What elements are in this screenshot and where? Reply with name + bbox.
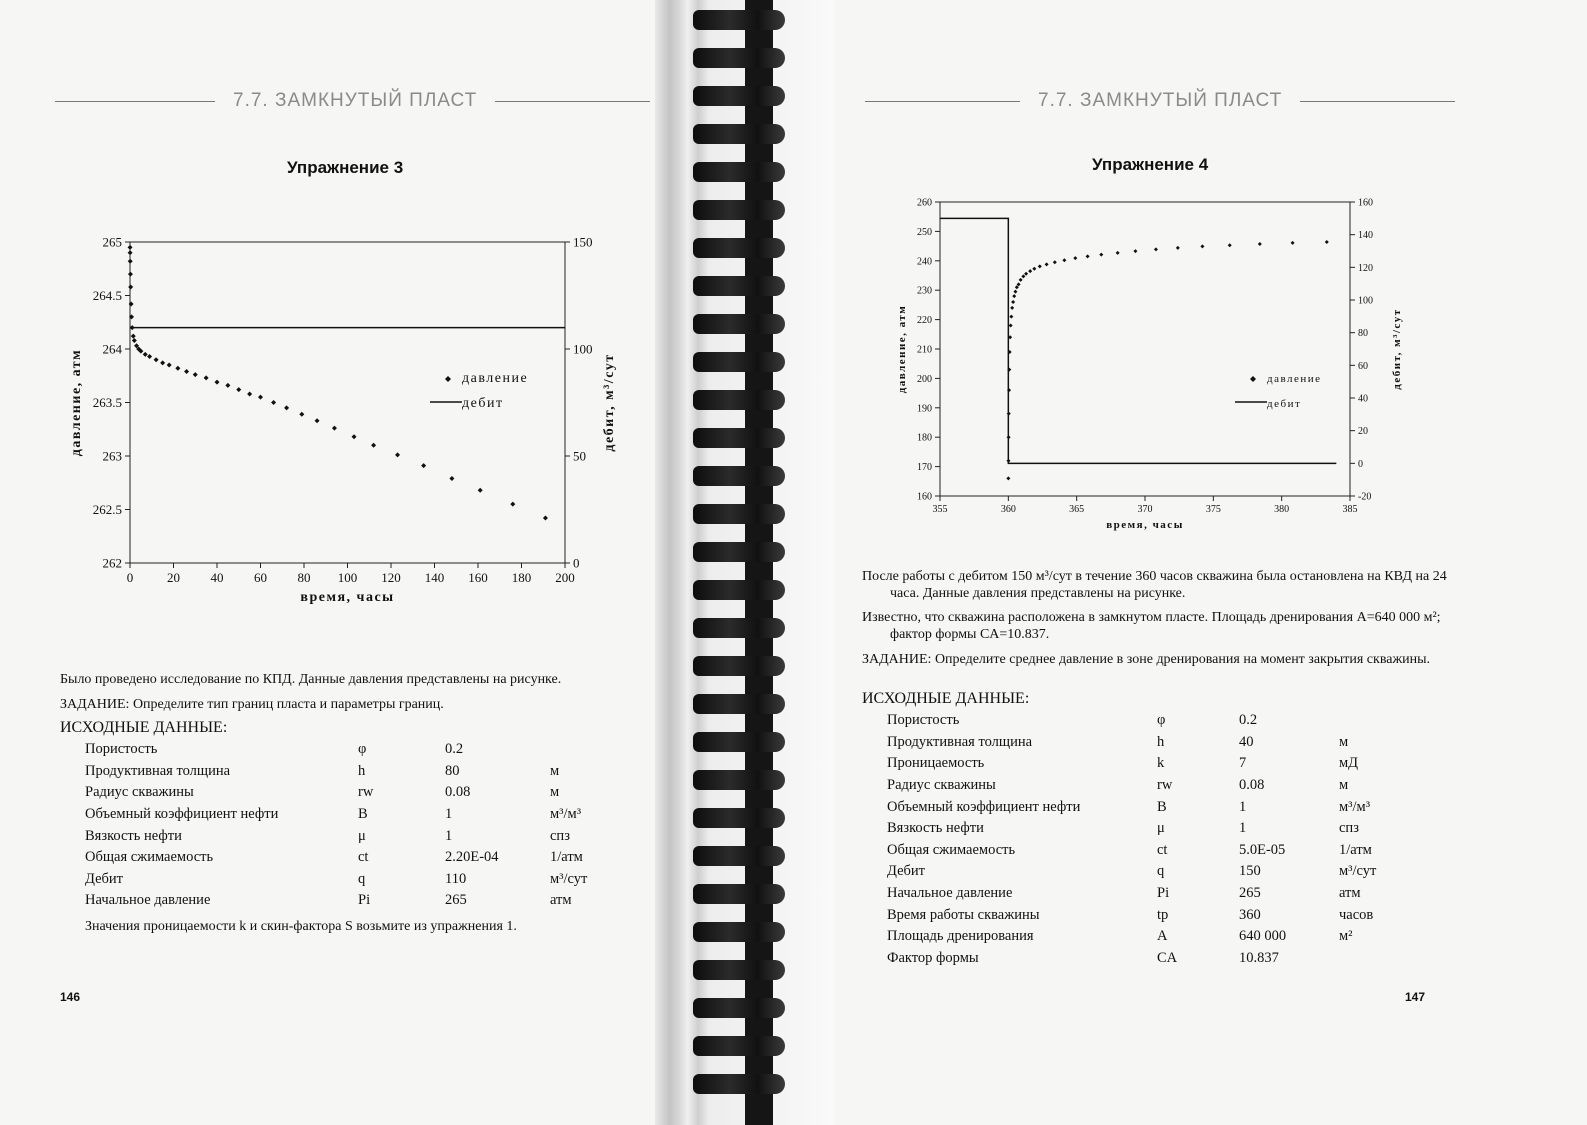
param-unit: 1/атм xyxy=(550,849,583,866)
y-tick-label: 262.5 xyxy=(92,502,122,518)
binding-coil xyxy=(693,200,785,220)
x-axis-label: время, часы xyxy=(300,590,395,605)
param-symbol: CA xyxy=(1157,949,1178,966)
binding-coil xyxy=(693,466,785,486)
binding-coil xyxy=(693,162,785,182)
param-value: 0.2 xyxy=(445,741,464,758)
input-row xyxy=(887,861,1409,883)
binding-coil xyxy=(693,124,785,144)
y2-tick-label: 100 xyxy=(1358,295,1373,307)
pressure-point xyxy=(1011,300,1015,304)
pressure-point xyxy=(1021,274,1025,278)
y-tick-label: 263.5 xyxy=(92,395,122,411)
x-tick-label: 375 xyxy=(1205,504,1221,515)
header-rule-right xyxy=(1300,101,1455,102)
pressure-point xyxy=(1258,242,1262,246)
pressure-point xyxy=(449,476,454,481)
pressure-point xyxy=(1010,306,1014,310)
param-value: 5.0E-05 xyxy=(1239,841,1286,858)
input-row xyxy=(887,883,1409,905)
page-number: 146 xyxy=(60,990,81,1004)
section-header xyxy=(865,90,1455,112)
y-tick-label: 263 xyxy=(102,448,122,464)
x-tick-label: 355 xyxy=(932,504,948,515)
y-tick-label: 264 xyxy=(102,341,122,357)
param-name: Площадь дренирования xyxy=(887,928,1034,945)
intro-text: Было проведено исследование по КПД. Данные давления представлены на рисунке. xyxy=(60,672,562,687)
y-tick-label: 230 xyxy=(917,285,932,297)
param-symbol: φ xyxy=(358,741,367,758)
param-value: 1 xyxy=(1239,820,1247,837)
paragraph-1: После работы с дебитом 150 м³/сут в течение 360 часов скважина была остановлена на КВД на 24 часа. Данные давления представлены на рисунке. xyxy=(862,569,1447,601)
pressure-point xyxy=(352,434,357,439)
param-name: Радиус скважины xyxy=(887,777,996,794)
x-tick-label: 370 xyxy=(1137,504,1153,515)
pressure-point xyxy=(131,334,136,339)
binding-coil xyxy=(693,390,785,410)
y-tick-label: 200 xyxy=(917,373,932,385)
input-row xyxy=(85,847,630,869)
param-value: 265 xyxy=(445,892,467,909)
param-value: 80 xyxy=(445,762,460,779)
input-row xyxy=(887,840,1409,862)
input-data-heading: ИСХОДНЫЕ ДАННЫЕ: xyxy=(862,690,1030,707)
x-tick-label: 40 xyxy=(210,570,224,585)
param-value: 110 xyxy=(445,870,467,887)
pressure-point xyxy=(215,380,220,385)
param-value: 10.837 xyxy=(1239,949,1279,966)
param-value: 1 xyxy=(445,827,453,844)
param-value: 1 xyxy=(1239,798,1247,815)
right-page xyxy=(835,0,1587,1125)
input-row xyxy=(85,825,630,847)
pressure-point xyxy=(1086,254,1090,258)
pressure-point xyxy=(478,488,483,493)
left-page xyxy=(0,0,655,1125)
pressure-point xyxy=(1116,251,1120,255)
param-name: Продуктивная толщина xyxy=(887,733,1033,750)
y-tick-label: 260 xyxy=(917,197,932,209)
x-tick-label: 100 xyxy=(337,570,358,585)
param-unit xyxy=(550,739,630,761)
input-row xyxy=(887,753,1409,775)
param-symbol: Pi xyxy=(358,892,371,909)
binding-coil xyxy=(693,846,785,866)
pressure-point xyxy=(184,369,189,374)
x-tick-label: 380 xyxy=(1274,504,1290,515)
pressure-point xyxy=(1062,258,1066,262)
pressure-point xyxy=(143,352,148,357)
param-name: Пористость xyxy=(85,741,158,758)
binding-coil xyxy=(693,618,785,638)
binding-coil xyxy=(693,884,785,904)
param-symbol: rw xyxy=(1157,777,1173,794)
pressure-point xyxy=(1291,241,1295,245)
chart-exercise-4 xyxy=(895,190,1465,535)
y-tick-label: 210 xyxy=(917,344,932,356)
binding-coil xyxy=(693,314,785,334)
param-symbol: q xyxy=(1157,863,1165,880)
param-value: 0.08 xyxy=(1239,777,1265,794)
pressure-point xyxy=(395,452,400,457)
param-symbol: B xyxy=(1157,798,1167,815)
legend-marker-pressure xyxy=(1250,376,1256,382)
pressure-point xyxy=(132,338,137,343)
param-unit: атм xyxy=(550,892,572,909)
legend-label-pressure: давление xyxy=(462,371,529,386)
binding-coil xyxy=(693,86,785,106)
page-number: 147 xyxy=(1405,990,1426,1004)
param-unit: м³/м³ xyxy=(550,806,582,823)
param-symbol: h xyxy=(1157,733,1165,750)
param-value: 7 xyxy=(1239,755,1247,772)
header-rule-right xyxy=(495,101,650,102)
param-symbol: μ xyxy=(358,827,366,844)
param-value: 0.08 xyxy=(445,784,471,801)
pressure-point xyxy=(129,302,134,307)
pressure-point xyxy=(236,387,241,392)
param-unit xyxy=(1339,948,1409,970)
input-row xyxy=(887,796,1409,818)
chart-exercise-3 xyxy=(60,225,630,620)
exercise-title: Упражнение 4 xyxy=(1092,155,1209,174)
pressure-point xyxy=(225,383,230,388)
binding-coil xyxy=(693,732,785,752)
pressure-point xyxy=(128,284,133,289)
spiral-binding xyxy=(655,0,835,1125)
param-value: 40 xyxy=(1239,733,1254,750)
input-row xyxy=(85,739,630,761)
binding-coil xyxy=(693,48,785,68)
binding-coil xyxy=(693,238,785,258)
header-rule-left xyxy=(55,101,215,102)
y2-tick-label: 50 xyxy=(573,448,586,464)
input-data-table xyxy=(887,710,1409,969)
paragraph-2: Известно, что скважина расположена в замкнутом пласте. Площадь дренирования A=640 000 м²; фактор формы CA=10.837. xyxy=(862,610,1441,642)
pressure-point xyxy=(175,366,180,371)
task-text: ЗАДАНИЕ: Определите тип границ пласта и параметры границ. xyxy=(60,697,444,712)
param-name: Проницаемость xyxy=(887,755,985,772)
binding-coil xyxy=(693,542,785,562)
legend xyxy=(1235,373,1322,410)
param-unit: атм xyxy=(1339,885,1361,902)
input-row xyxy=(887,710,1409,732)
y2-axis-label: дебит, м³/сут xyxy=(602,353,617,452)
y-tick-label: 180 xyxy=(917,432,932,444)
y2-tick-label: 20 xyxy=(1358,426,1368,438)
param-unit: м³/сут xyxy=(1339,863,1377,880)
y-tick-label: 265 xyxy=(102,234,122,250)
input-data-heading: ИСХОДНЫЕ ДАННЫЕ: xyxy=(60,719,228,736)
y2-tick-label: 80 xyxy=(1358,328,1368,340)
y2-tick-label: 160 xyxy=(1358,197,1373,209)
param-unit: мД xyxy=(1339,755,1359,772)
y-axis-label: давление, атм xyxy=(896,304,908,394)
header-rule-left xyxy=(865,101,1020,102)
plot-area xyxy=(940,202,1350,496)
pressure-point xyxy=(1013,290,1017,294)
param-unit: м³/сут xyxy=(550,870,588,887)
pressure-point xyxy=(1228,243,1232,247)
param-symbol: B xyxy=(358,806,368,823)
pressure-point xyxy=(543,516,548,521)
pressure-point xyxy=(271,400,276,405)
y-tick-label: 262 xyxy=(102,555,122,571)
pressure-point xyxy=(1045,262,1049,266)
input-row xyxy=(887,948,1409,970)
x-tick-label: 180 xyxy=(511,570,532,585)
pressure-point xyxy=(167,363,172,368)
input-row xyxy=(887,775,1409,797)
pressure-point xyxy=(1012,294,1016,298)
y2-tick-label: 40 xyxy=(1358,393,1368,405)
y2-tick-label: -20 xyxy=(1358,491,1372,503)
x-tick-label: 365 xyxy=(1069,504,1085,515)
pressure-point xyxy=(247,391,252,396)
pressure-point xyxy=(1099,253,1103,257)
param-name: Продуктивная толщина xyxy=(85,762,231,779)
pressure-point xyxy=(128,245,133,250)
pressure-point xyxy=(154,357,159,362)
pressure-point xyxy=(160,360,165,365)
pressure-point xyxy=(147,354,152,359)
rate-line xyxy=(940,218,1336,463)
param-unit: часов xyxy=(1339,906,1374,923)
pressure-point xyxy=(1176,246,1180,250)
y-axis-label: давление, атм xyxy=(69,348,84,457)
pressure-point xyxy=(1200,244,1204,248)
param-symbol: h xyxy=(358,762,366,779)
pressure-point xyxy=(1024,272,1028,276)
param-value: 150 xyxy=(1239,863,1261,880)
pressure-point xyxy=(1028,269,1032,273)
x-tick-label: 360 xyxy=(1000,504,1016,515)
input-row xyxy=(85,869,630,891)
param-name: Вязкость нефти xyxy=(85,827,182,844)
input-data-table xyxy=(85,739,630,912)
input-row xyxy=(887,818,1409,840)
param-unit: м xyxy=(550,762,560,779)
binding-coil xyxy=(693,428,785,448)
pressure-point xyxy=(421,463,426,468)
input-row xyxy=(887,926,1409,948)
param-symbol: μ xyxy=(1157,820,1165,837)
param-unit xyxy=(1339,710,1409,732)
x-tick-label: 200 xyxy=(555,570,575,585)
param-name: Общая сжимаемость xyxy=(85,849,214,866)
x-tick-label: 80 xyxy=(297,570,311,585)
y2-tick-label: 0 xyxy=(1358,458,1363,470)
pressure-point xyxy=(193,372,198,377)
y2-tick-label: 120 xyxy=(1358,262,1373,274)
y2-axis-label: дебит, м³/сут xyxy=(1391,308,1403,390)
binding-coil xyxy=(693,1036,785,1056)
pressure-point xyxy=(128,259,133,264)
y2-tick-label: 100 xyxy=(573,341,593,357)
param-value: 360 xyxy=(1239,906,1261,923)
pressure-point xyxy=(284,405,289,410)
input-row xyxy=(85,804,630,826)
x-tick-label: 160 xyxy=(468,570,488,585)
param-unit: м xyxy=(1339,733,1349,750)
pressure-point xyxy=(1133,249,1137,253)
binding-coil xyxy=(693,504,785,524)
pressure-point xyxy=(1038,264,1042,268)
param-name: Дебит xyxy=(887,863,925,880)
pressure-point xyxy=(1019,278,1023,282)
pressure-point xyxy=(128,272,133,277)
param-name: Начальное давление xyxy=(887,885,1013,902)
legend-label-rate: дебит xyxy=(1267,398,1302,410)
binding-coil xyxy=(693,998,785,1018)
param-value: 1 xyxy=(445,806,453,823)
pressure-point xyxy=(204,375,209,380)
y-tick-label: 220 xyxy=(917,315,932,327)
binding-coil xyxy=(693,1074,785,1094)
binding-coil xyxy=(693,352,785,372)
binding-coil xyxy=(693,276,785,296)
param-name: Общая сжимаемость xyxy=(887,841,1016,858)
param-symbol: ct xyxy=(358,849,369,866)
note-text: Значения проницаемости k и скин-фактора S возьмите из упражнения 1. xyxy=(85,919,517,934)
param-value: 2.20E-04 xyxy=(445,849,499,866)
param-name: Начальное давление xyxy=(85,892,211,909)
binding-coil xyxy=(693,694,785,714)
legend-label-pressure: давление xyxy=(1267,373,1322,385)
pressure-point xyxy=(332,426,337,431)
header-text: 7.7. ЗАМКНУТЫЙ ПЛАСТ xyxy=(1038,90,1283,111)
task-text: ЗАДАНИЕ: Определите среднее давление в зоне дренирования на момент закрытия скважины. xyxy=(862,652,1431,667)
y-tick-label: 190 xyxy=(917,403,932,415)
legend-marker-pressure xyxy=(445,376,451,382)
param-name: Время работы скважины xyxy=(887,906,1040,923)
pressure-point xyxy=(371,443,376,448)
param-symbol: q xyxy=(358,870,366,887)
binding-coil xyxy=(693,580,785,600)
y-tick-label: 160 xyxy=(917,491,932,503)
param-symbol: tp xyxy=(1157,906,1169,923)
pressure-point xyxy=(1053,260,1057,264)
x-tick-label: 60 xyxy=(254,570,267,585)
pressure-point xyxy=(1154,247,1158,251)
param-unit: м xyxy=(1339,777,1349,794)
input-row xyxy=(887,904,1409,926)
binding-coil xyxy=(693,922,785,942)
param-symbol: φ xyxy=(1157,712,1166,729)
param-symbol: Pi xyxy=(1157,885,1170,902)
x-tick-label: 120 xyxy=(381,570,401,585)
pressure-point xyxy=(1032,267,1036,271)
param-value: 640 000 xyxy=(1239,928,1287,945)
param-unit: 1/атм xyxy=(1339,841,1372,858)
y2-tick-label: 0 xyxy=(573,555,580,571)
binding-coil xyxy=(693,656,785,676)
pressure-point xyxy=(315,418,320,423)
pressure-point xyxy=(510,502,515,507)
input-row xyxy=(85,782,630,804)
y-tick-label: 170 xyxy=(917,462,932,474)
param-symbol: ct xyxy=(1157,841,1168,858)
y2-tick-label: 140 xyxy=(1358,230,1373,242)
param-name: Дебит xyxy=(85,870,123,887)
pressure-point xyxy=(1073,256,1077,260)
pressure-point xyxy=(1009,323,1013,327)
param-unit: м³/м³ xyxy=(1339,798,1371,815)
param-name: Вязкость нефти xyxy=(887,820,984,837)
x-tick-label: 0 xyxy=(126,570,134,585)
param-value: 265 xyxy=(1239,885,1261,902)
y2-tick-label: 60 xyxy=(1358,360,1368,372)
pressure-point xyxy=(128,250,133,255)
y-tick-label: 264.5 xyxy=(92,288,122,304)
input-row xyxy=(887,732,1409,754)
pressure-point xyxy=(1325,240,1329,244)
x-tick-label: 140 xyxy=(424,570,445,585)
section-header xyxy=(55,90,650,112)
pressure-point xyxy=(258,395,263,400)
param-value: 0.2 xyxy=(1239,712,1258,729)
input-row xyxy=(85,761,630,783)
y2-tick-label: 150 xyxy=(573,234,593,250)
param-unit: м xyxy=(550,784,560,801)
binding-coil xyxy=(693,10,785,30)
param-symbol: A xyxy=(1157,928,1168,945)
param-name: Радиус скважины xyxy=(85,784,194,801)
param-name: Пористость xyxy=(887,712,960,729)
param-unit: спз xyxy=(1339,820,1359,837)
param-symbol: rw xyxy=(358,784,374,801)
binding-coil xyxy=(693,770,785,790)
binding-coil xyxy=(693,960,785,980)
param-name: Объемный коэффициент нефти xyxy=(887,798,1081,815)
param-unit: спз xyxy=(550,827,570,844)
binding-coil xyxy=(693,808,785,828)
exercise-title: Упражнение 3 xyxy=(287,158,404,177)
input-row xyxy=(85,890,630,912)
y-tick-label: 240 xyxy=(917,256,932,268)
param-name: Объемный коэффициент нефти xyxy=(85,806,279,823)
legend-label-rate: дебит xyxy=(462,396,504,411)
header-text: 7.7. ЗАМКНУТЫЙ ПЛАСТ xyxy=(233,90,478,111)
pressure-point xyxy=(299,412,304,417)
param-name: Фактор формы xyxy=(887,949,979,966)
x-tick-label: 20 xyxy=(167,570,180,585)
y-tick-label: 250 xyxy=(917,226,932,238)
legend xyxy=(430,371,528,411)
x-axis-label: время, часы xyxy=(1106,519,1184,531)
x-tick-label: 385 xyxy=(1342,504,1358,515)
pressure-point xyxy=(1009,315,1013,319)
param-symbol: k xyxy=(1157,755,1165,772)
pressure-point xyxy=(1006,476,1010,480)
param-unit: м² xyxy=(1339,928,1353,945)
